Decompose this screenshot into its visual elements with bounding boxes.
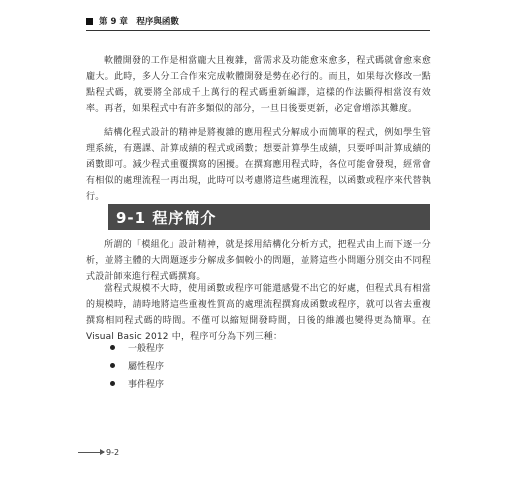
arrow-right-icon <box>78 452 104 453</box>
bullet-dot-icon <box>110 345 115 350</box>
list-item <box>110 357 164 373</box>
list-item-label: 一般程序 <box>128 343 165 354</box>
chapter-title: 第 9 章 程序與函數 <box>99 17 179 27</box>
header-square-marker <box>86 18 93 25</box>
section-heading-text: 9-1 程序簡介 <box>116 208 217 227</box>
page-footer <box>78 448 119 457</box>
list-item <box>110 375 164 391</box>
paragraph-intro: 軟體開發的工作是相當龐大且複雜，當需求及功能愈來愈多，程式碼就會愈來愈龐大。此時，多人分工合作來完成軟體開發是勢在必行的。而且，如果每次修改一點點程式碼，就要將全部成千上萬行的程式碼重新編譯，這樣的作法顯得相當沒有效率。再者，如果程式中有許多類似的部分，一旦日後要更新，必定會增添其難度。 <box>86 56 431 114</box>
chapter-header <box>86 14 179 28</box>
header-divider <box>86 30 430 31</box>
list-item-label: 事件程序 <box>128 379 165 390</box>
paragraph-structured-programming: 結構化程式設計的精神是將複雜的應用程式分解成小而簡單的程式，例如學生管理系統，有選課、計算成績的程式或函數；想要計算學生成績，只要呼叫計算成績的函數即可。減少程式重覆撰寫的困擾。在撰寫應用程式時，各位可能會發現，經常會有相似的處理流程一再出現，此時可以考慮將這些處理流程，以函數或程序來代替執行。 <box>86 128 431 202</box>
list-item-label: 屬性程序 <box>128 361 165 372</box>
bullet-dot-icon <box>110 363 115 368</box>
list-item <box>110 339 164 355</box>
section-heading <box>108 204 430 230</box>
bullet-dot-icon <box>110 381 115 386</box>
paragraph-modular-design: 所謂的「模組化」設計精神，就是採用結構化分析方式，把程式由上而下逐一分析，並將主體的大問題逐步分解成多個較小的問題，並將這些小問題分別交由不同程式設計師來進行程式碼撰寫。 <box>86 240 431 282</box>
paragraph-procedure-types: 當程式規模不大時，使用函數或程序可能還感覺不出它的好處，但程式具有相當的規模時，請時地將這些重複性質高的處理流程撰寫成函數或程序，就可以省去重複撰寫相同程式碼的時間。不僅可以縮短開發時間，日後的維護也變得更為簡單。在 Visual Basic 2012 中，程序可分為下列三種： <box>86 284 431 342</box>
procedure-types-list <box>110 339 164 393</box>
page-number: 9-2 <box>106 448 120 457</box>
